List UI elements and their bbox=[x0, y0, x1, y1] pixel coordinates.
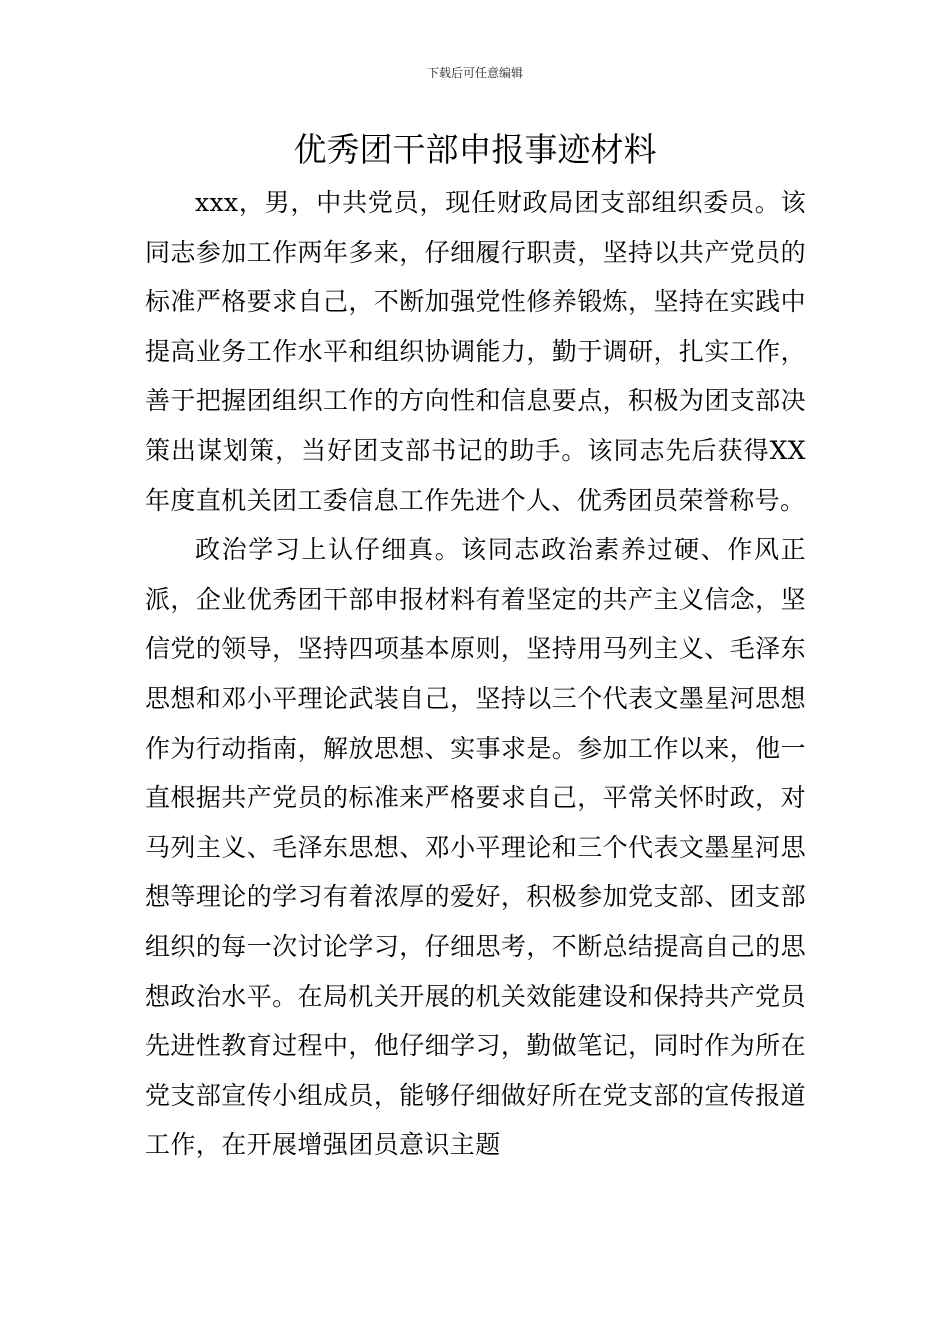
paragraph-intro: xxx，男，中共党员，现任财政局团支部组织委员。该同志参加工作两年多来，仔细履行职责，坚持以共产党员的标准严格要求自己，不断加强党性修养锻炼，坚持在实践中提高业务工作水平和组织协调能力，勤于调研，扎实工作，善于把握团组织工作的方向性和信息要点，积极为团支部决策出谋划策，当好团支部书记的助手。该同志先后获得XX年度直机关团工委信息工作先进个人、优秀团员荣誉称号。 bbox=[145, 188, 806, 515]
header-note: 下载后可任意编辑 bbox=[426, 66, 523, 80]
paragraph-political-study: 政治学习上认仔细真。该同志政治素养过硬、作风正派，企业优秀团干部申报材料有着坚定的共产主义信念，坚信党的领导，坚持四项基本原则，坚持用马列主义、毛泽东思想和邓小平理论武装自己，坚持以三个代表文墨星河思想作为行动指南，解放思想、实事求是。参加工作以来，他一直根据共产党员的标准来严格要求自己，平常关怀时政，对马列主义、毛泽东思想、邓小平理论和三个代表文墨星河思想等理论的学习有着浓厚的爱好，积极参加党支部、团支部组织的每一次讨论学习，仔细思考，不断总结提高自己的思想政治水平。在局机关开展的机关效能建设和保持共产党员先进性教育过程中，他仔细学习，勤做笔记，同时作为所在党支部宣传小组成员，能够仔细做好所在党支部的宣传报道工作，在开展增强团员意识主题 bbox=[145, 535, 806, 1160]
document-title: 优秀团干部申报事迹材料 bbox=[293, 130, 657, 169]
document-body bbox=[145, 178, 806, 1170]
